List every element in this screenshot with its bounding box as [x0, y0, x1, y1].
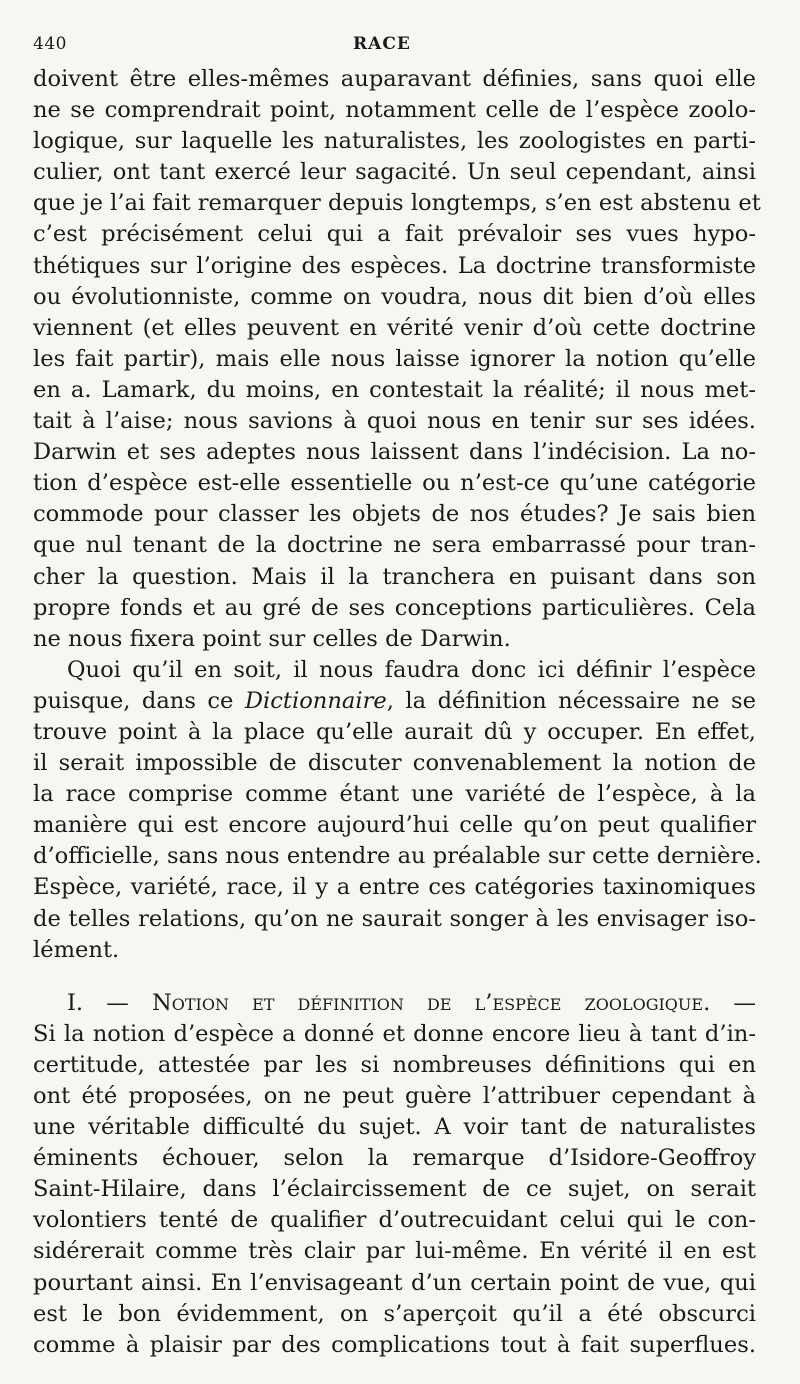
text-line: manière qui est encore aujourd’hui celle qu’on peut qualifier: [33, 812, 756, 839]
text-line: Espèce, variété, race, il y a entre ces catégories taxinomiques: [33, 874, 756, 901]
text-line: cher la question. Mais il la tranchera en puisant dans son: [33, 563, 756, 590]
text-line: d’officielle, sans nous entendre au préalable sur cette dernière.: [33, 843, 762, 870]
text-line: c’est précisément celui qui a fait prévaloir ses vues hypo-: [33, 221, 756, 248]
text-line: logique, sur laquelle les naturalistes, les zoologistes en parti-: [33, 128, 756, 155]
text-line: trouve point à la place qu’elle aurait dû y occuper. En effet,: [33, 718, 756, 745]
section-heading: [33, 988, 756, 1019]
text-line: tion d’espèce est-elle essentielle ou n’est-ce qu’une catégorie: [33, 470, 756, 497]
text-line: sidérerait comme très clair par lui-même. En vérité il en est: [33, 1238, 756, 1265]
paragraph-2: [33, 655, 762, 966]
text-line: ou évolutionniste, comme on voudra, nous dit bien d’où elles: [33, 283, 756, 310]
text-line: propre fonds et au gré de ses conceptions particulières. Cela: [33, 594, 756, 621]
text-line: thétiques sur l’origine des espèces. La doctrine transformiste: [33, 252, 756, 279]
text-line: culier, ont tant exercé leur sagacité. Un seul cependant, ainsi: [33, 159, 756, 186]
section-title: Notion et définition de l’espèce zoologique.: [151, 989, 711, 1016]
text-line: lément.: [33, 936, 120, 963]
text-line: Saint-Hilaire, dans l’éclaircissement de ce sujet, on serait: [33, 1176, 756, 1203]
body-text: [33, 64, 762, 1361]
text-line: est le bon évidemment, on s’aperçoit qu’il a été obscurci: [33, 1300, 756, 1327]
text-fragment: puisque, dans ce: [33, 687, 245, 714]
text-line: comme à plaisir par des complications tout à fait superflues.: [33, 1331, 756, 1358]
text-line: éminents échouer, selon la remarque d’Isidore-Geoffroy: [33, 1145, 756, 1172]
text-line: Quoi qu’il en soit, il nous faudra donc ici définir l’espèce: [67, 656, 756, 683]
text-line: ont été proposées, on ne peut guère l’attribuer cependant à: [33, 1083, 756, 1109]
text-line: Darwin et ses adeptes nous laissent dans l’indécision. La no-: [33, 439, 756, 466]
text-line: commode pour classer les objets de nos études? Je sais bien: [33, 501, 756, 528]
text-line: une véritable difficulté du sujet. A voir tant de naturalistes: [33, 1114, 756, 1141]
text-line: tait à l’aise; nous savions à quoi nous en tenir sur ses idées.: [33, 408, 756, 435]
text-line: ne nous fixera point sur celles de Darwin.: [33, 625, 511, 652]
text-line: volontiers tenté de qualifier d’outrecuidant celui qui le con-: [33, 1207, 756, 1234]
text-line: les fait partir), mais elle nous laisse ignorer la notion qu’elle: [33, 345, 756, 372]
running-title: RACE: [353, 34, 411, 54]
text-line: de telles relations, qu’on ne saurait songer à les envisager iso-: [33, 905, 756, 932]
paragraph-1: [33, 64, 761, 655]
text-line: ne se comprendrait point, notamment celle de l’espèce zoolo-: [33, 97, 756, 124]
text-line: Si la notion d’espèce a donné et donne encore lieu à tant d’in-: [33, 1020, 756, 1047]
page-number: 440: [33, 34, 67, 54]
text-line: en a. Lamark, du moins, en contestait la réalité; il nous met-: [33, 376, 756, 403]
text-line: il serait impossible de discuter convenablement la notion de: [33, 750, 756, 777]
section-gap: [33, 966, 756, 988]
text-line: que je l’ai fait remarquer depuis longtemps, s’en est abstenu et: [33, 190, 761, 217]
text-line-with-italic: [33, 686, 756, 717]
text-line: doivent être elles-mêmes auparavant définies, sans quoi elle: [33, 66, 756, 92]
text-line: pourtant ainsi. En l’envisageant d’un certain point de vue, qui: [33, 1269, 756, 1296]
running-head: [33, 34, 756, 64]
dictionary-title: Dictionnaire: [244, 687, 387, 714]
text-line: certitude, attestée par les si nombreuses définitions qui en: [33, 1051, 756, 1078]
text-line: viennent (et elles peuvent en vérité venir d’où cette doctrine: [33, 314, 756, 341]
section-number: I. —: [67, 989, 152, 1016]
text-fragment: , la définition nécessaire ne se: [386, 687, 756, 714]
section-1: [33, 988, 756, 1361]
text-line: que nul tenant de la doctrine ne sera embarrassé pour tran-: [33, 532, 756, 559]
text-line: la race comprise comme étant une variété de l’espèce, à la: [33, 781, 756, 808]
heading-dash: —: [710, 989, 756, 1016]
